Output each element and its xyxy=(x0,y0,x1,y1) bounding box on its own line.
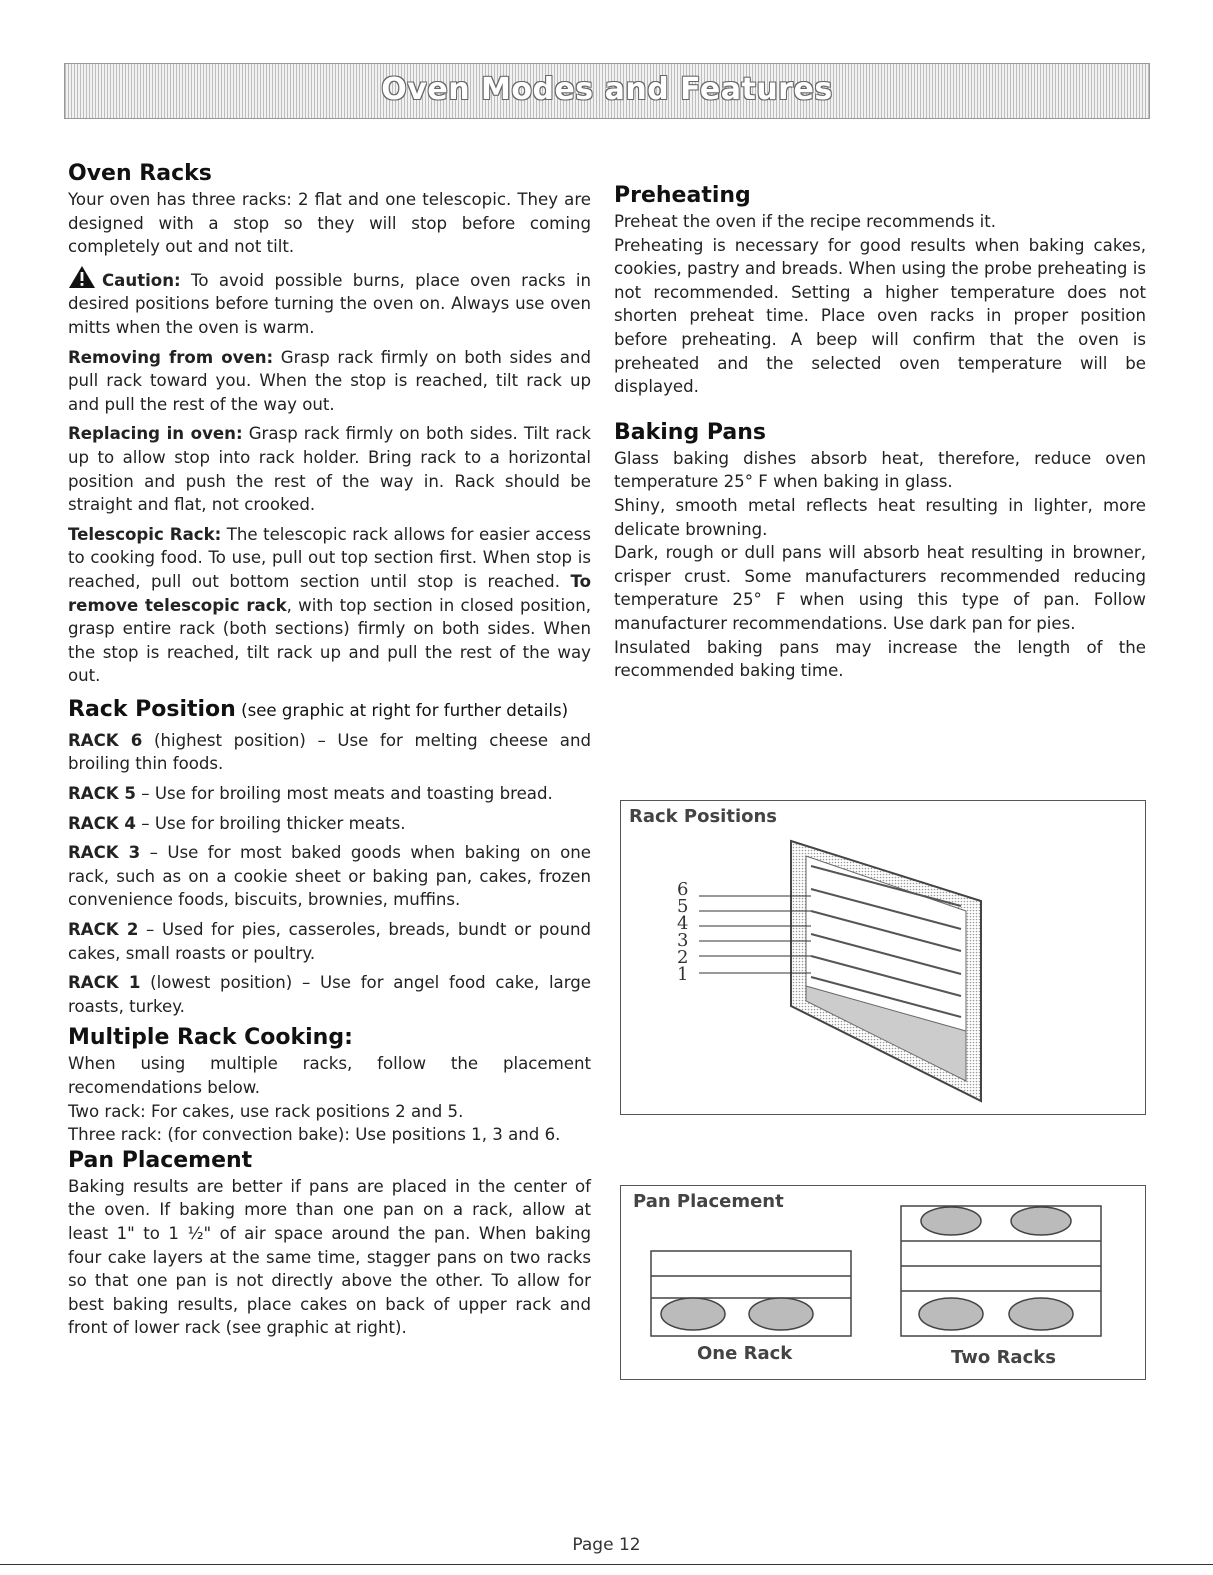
preheating-line-1: Preheat the oven if the recipe recommends it. xyxy=(614,212,997,231)
telescopic-text-2: , with top section in closed position, grasp entire rack (both sections) firmly on both sides. When the stop is reached, tilt rack up and pull the rest of the way out. xyxy=(68,595,591,686)
rack-number-5: 5 xyxy=(677,896,689,917)
rack-text: – Use for broiling most meats and toasting bread. xyxy=(135,784,553,804)
baking-pans-heading: Baking Pans xyxy=(614,419,766,445)
oven-racks-intro: Your oven has three racks: 2 flat and one telescopic. They are designed with a stop so they will stop before coming completely out and not tilt. xyxy=(68,190,591,257)
telescopic-paragraph xyxy=(68,523,591,688)
rack-position-heading xyxy=(68,696,591,725)
multiple-rack-line-3: Three rack: (for convection bake): Use positions 1, 3 and 6. xyxy=(68,1125,561,1145)
rack-text: – Used for pies, casseroles, breads, bundt or pound cakes, small roasts or poultry. xyxy=(68,920,592,963)
rack-label: RACK 4 xyxy=(68,813,136,833)
rack-label: RACK 1 xyxy=(68,973,141,993)
rack-label: RACK 2 xyxy=(68,920,139,940)
preheating-heading: Preheating xyxy=(614,183,751,208)
rack-label: RACK 5 xyxy=(68,784,136,804)
baking-pans-p1: Glass baking dishes absorb heat, therefore, reduce oven temperature 25° F when baking in glass. xyxy=(614,448,1146,492)
removing-text: Grasp rack firmly on both sides and pull rack toward you. When the stop is reached, tilt rack up and pull the rest of the way out. xyxy=(68,347,591,414)
baking-pans-p2: Shiny, smooth metal reflects heat resulting in lighter, more delicate browning. xyxy=(614,495,1146,539)
rack-position-title: Rack Position xyxy=(68,696,236,722)
rack-number-6: 6 xyxy=(677,879,689,900)
caution-paragraph xyxy=(68,265,591,340)
rack-number-1: 1 xyxy=(677,964,689,985)
preheating-line-2: Preheating is necessary for good results when baking cakes, cookies, pastry and breads. When using the probe preheating is not recommended. Setting a higher temperature does not shorten preheat time. Place oven racks in proper position before preheating. A beep will confirm that the oven is preheated and the selected oven temperature will be displayed. xyxy=(614,235,1146,397)
one-rack-caption: One Rack xyxy=(697,1343,793,1364)
replacing-label: Replacing in oven: xyxy=(68,424,243,444)
pan-placement-heading: Pan Placement xyxy=(68,1147,253,1173)
multiple-rack-heading: Multiple Rack Cooking: xyxy=(68,1025,353,1051)
rack-text: (highest position) – Use for melting cheese and broiling thin foods. xyxy=(68,730,591,774)
removing-paragraph xyxy=(68,346,591,417)
oven-racks-heading: Oven Racks xyxy=(68,161,212,186)
rack-text: (lowest position) – Use for angel food cake, large roasts, turkey. xyxy=(68,973,591,1016)
pan-placement-figure xyxy=(620,1185,1146,1380)
telescopic-label: Telescopic Rack: xyxy=(68,524,222,544)
rack-item xyxy=(68,841,591,912)
rack-label: RACK 3 xyxy=(68,843,141,863)
pan-placement-text: Baking results are better if pans are placed in the center of the oven. If baking more than one pan on a rack, allow at least 1" to 1 ½" of air space around the pan. When baking four cake layers at the same time, stagger pans on two racks so that one pan is not directly above the other. To allow for best baking results, place cakes on back of upper rack and front of lower rack (see graphic at right). xyxy=(68,1176,591,1338)
caution-label: Caution: xyxy=(102,270,181,290)
page-number: Page 12 xyxy=(572,1535,641,1555)
caution-text: To avoid possible burns, place oven racks in desired positions before turning the oven on. Always use oven mitts when the oven is warm. xyxy=(68,270,591,337)
telescopic-bold: To remove telescopic rack xyxy=(68,571,591,615)
rack-positions-title: Rack Positions xyxy=(629,806,778,827)
baking-pans-p4: Insulated baking pans may increase the length of the recommended baking time. xyxy=(614,637,1146,681)
two-racks-caption: Two Racks xyxy=(951,1347,1056,1368)
replacing-paragraph xyxy=(68,422,591,516)
rack-text: – Use for most baked goods when baking on one rack, such as on a cookie sheet or baking pan, cakes, frozen convenience foods, biscuits, brownies, muffins. xyxy=(68,843,592,910)
section-banner xyxy=(64,63,1150,119)
rack-positions-figure xyxy=(620,800,1146,1115)
rack-item xyxy=(68,918,591,965)
rack-item xyxy=(68,971,591,1018)
rack-number-2: 2 xyxy=(677,947,689,968)
rack-item xyxy=(68,729,591,776)
rack-position-subheading: (see graphic at right for further details) xyxy=(235,700,569,720)
baking-pans-p3: Dark, rough or dull pans will absorb heat resulting in browner, crisper crust. Some manufacturers recommended reducing temperature 25° F when using this type of pan. Follow manufacturer recommendations. Use dark pan for pies. xyxy=(614,543,1146,633)
rack-text: – Use for broiling thicker meats. xyxy=(135,813,406,833)
rack-item xyxy=(68,812,591,836)
warning-triangle-icon xyxy=(68,265,96,289)
removing-label: Removing from oven: xyxy=(68,347,274,367)
banner-title: Oven Modes and Features xyxy=(381,72,833,107)
right-column xyxy=(614,182,1146,683)
telescopic-text-1: The telescopic rack allows for easier access to cooking food. To use, pull out top section first. When stop is reached, pull out bottom section until stop is reached. xyxy=(68,524,591,591)
rack-number-3: 3 xyxy=(677,930,689,951)
rack-item xyxy=(68,782,591,806)
multiple-rack-line-1: When using multiple racks, follow the placement recomendations below. xyxy=(68,1054,591,1097)
left-column xyxy=(68,160,591,1346)
pan-placement-figure-title: Pan Placement xyxy=(633,1191,784,1212)
bottom-rule xyxy=(0,1564,1213,1565)
rack-label: RACK 6 xyxy=(68,730,143,750)
rack-number-4: 4 xyxy=(677,913,689,934)
oven-interior-illustration xyxy=(621,801,1145,1114)
replacing-text: Grasp rack firmly on both sides. Tilt rack up to allow stop into rack holder. Bring rack to a horizontal position and push the rest of the way in. Rack should be straight and flat, not crooked. xyxy=(68,424,591,515)
multiple-rack-line-2: Two rack: For cakes, use rack positions 2 and 5. xyxy=(68,1101,464,1121)
